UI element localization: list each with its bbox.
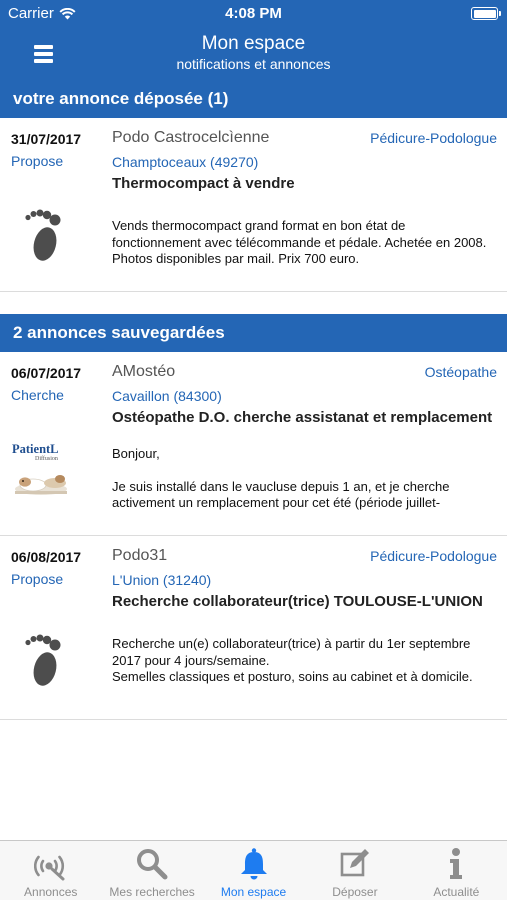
annonce-location: L'Union (31240) xyxy=(112,572,212,588)
tab-label: Déposer xyxy=(332,885,378,899)
tab-label: Actualité xyxy=(433,885,480,899)
annonce-heading: Ostéopathe D.O. cherche assistanat et remplacement xyxy=(112,409,493,426)
annonce-author: Podo Castrocelcìenne xyxy=(112,129,270,146)
page-subtitle: notifications et annonces xyxy=(176,56,331,72)
annonce-body: Vends thermocompact grand format en bon état de fonctionnement avec télécommande et pédale. Achetée en 2008. Photos disponibles par mail. Prix 700 euro. xyxy=(112,218,487,266)
annonce-body-text: Je suis installé dans le vaucluse depuis 1 an, et je cherche activement un remplacement pour cet été (période juillet- xyxy=(112,478,450,510)
page-title: Mon espace xyxy=(201,33,306,54)
content-list[interactable] xyxy=(0,80,507,840)
annonce-body-greeting: Bonjour, xyxy=(112,446,160,461)
list-item[interactable] xyxy=(0,118,507,292)
annonce-type: Cherche xyxy=(11,387,64,403)
tab-actualite[interactable] xyxy=(406,841,507,900)
tab-deposer[interactable] xyxy=(304,841,405,900)
tab-label: Mon espace xyxy=(220,885,287,899)
clock: 4:08 PM xyxy=(225,5,282,22)
annonce-author: Podo31 xyxy=(112,547,168,564)
logo-subtitle: Diffusion xyxy=(35,456,58,462)
section-header-deposited: votre annonce déposée (1) xyxy=(0,80,507,118)
annonce-profession: Ostéopathe xyxy=(424,364,497,380)
nav-bar xyxy=(0,28,507,80)
annonce-type: Propose xyxy=(11,571,64,587)
annonce-location: Cavaillon (84300) xyxy=(112,388,222,404)
annonce-heading: Thermocompact à vendre xyxy=(112,175,295,192)
logo-title: PatientL xyxy=(12,442,59,456)
status-bar xyxy=(0,0,507,28)
search-icon xyxy=(135,847,169,881)
annonce-heading: Recherche collaborateur(trice) TOULOUSE-L'UNION xyxy=(112,593,483,610)
battery-icon xyxy=(471,7,498,20)
annonce-date: 06/07/2017 xyxy=(11,365,82,381)
tab-mes-recherches[interactable] xyxy=(101,841,202,900)
tab-bar xyxy=(0,840,507,900)
patient-logo-icon xyxy=(11,442,73,500)
annonce-profession: Pédicure-Podologue xyxy=(370,548,497,564)
tab-mon-espace[interactable] xyxy=(203,841,304,900)
tab-label: Annonces xyxy=(24,885,78,899)
info-icon xyxy=(439,847,473,881)
annonce-profession: Pédicure-Podologue xyxy=(370,130,497,146)
bell-icon xyxy=(237,847,271,881)
tab-annonces[interactable] xyxy=(0,841,101,900)
annonce-date: 31/07/2017 xyxy=(11,131,82,147)
annonce-body xyxy=(112,636,497,706)
section-gap xyxy=(0,292,507,314)
annonce-body-text: Recherche un(e) collaborateur(trice) à partir du 1er septembre 2017 pour 4 jours/semaine. xyxy=(112,636,471,668)
annonce-date: 06/08/2017 xyxy=(11,549,82,565)
annonce-author: AMostéo xyxy=(112,363,176,380)
signal-icon xyxy=(34,847,68,881)
section-header-saved: 2 annonces sauvegardées xyxy=(0,314,507,352)
foot-icon xyxy=(18,631,64,689)
tab-label: Mes recherches xyxy=(109,885,195,899)
annonce-location: Champtoceaux (49270) xyxy=(112,154,259,170)
annonce-type: Propose xyxy=(11,153,64,169)
foot-icon xyxy=(18,206,64,264)
list-item[interactable] xyxy=(0,352,507,536)
annonce-body xyxy=(112,446,497,510)
list-item[interactable] xyxy=(0,536,507,720)
carrier-label: Carrier xyxy=(8,5,54,22)
annonce-body-text: Semelles classiques et posturo, soins au cabinet et à domicile. xyxy=(112,669,473,684)
edit-icon xyxy=(338,847,372,881)
